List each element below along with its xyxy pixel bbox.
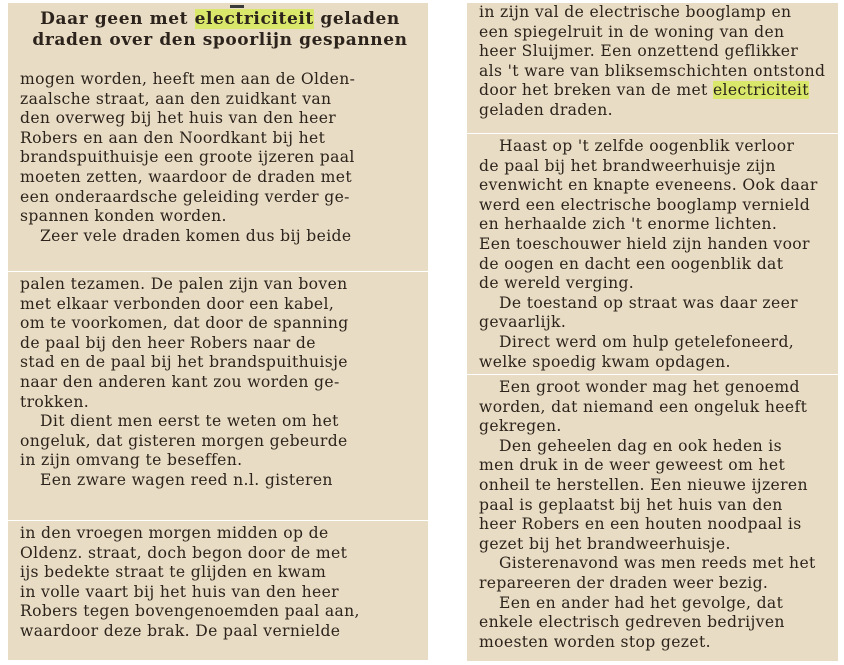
article-line: Oldenz. straat, doch begon door de met — [20, 543, 348, 562]
headline-clipping — [8, 3, 428, 67]
article-line: gekregen. — [479, 417, 562, 436]
article-line: gevaarlijk. — [479, 313, 567, 332]
article-line: De toestand op straat was daar zeer — [499, 293, 798, 312]
article-line: Een groot wonder mag het genoemd — [499, 378, 800, 396]
article-line: ijs bedekte straat te glijden en kwam — [20, 563, 327, 582]
article-line: Robers en aan den Noordkant bij het — [20, 128, 326, 147]
highlighted-term: electriciteit — [194, 9, 314, 29]
article-line: de paal bij den heer Robers naar de — [20, 333, 316, 352]
article-line: een onderaardsche geleiding verder ge- — [20, 187, 350, 206]
article-line: de oogen en dacht een oogenblik dat — [479, 254, 784, 273]
article-line: moesten worden stop gezet. — [479, 632, 711, 651]
article-line: evenwicht en knapte eveneens. Ook daar — [479, 176, 818, 195]
article-line: gezet bij het brandweerhuisje. — [479, 534, 731, 553]
article-line: moeten zetten, waardoor de draden met — [20, 167, 352, 186]
article-line: met elkaar verbonden door een kabel, — [20, 294, 335, 313]
article-line: naar den anderen kant zou worden ge- — [20, 372, 340, 391]
highlighted-term: electriciteit — [712, 81, 809, 100]
article-line: worden, dat niemand een ongeluk heeft — [479, 397, 808, 416]
article-line: de wereld verging. — [479, 274, 635, 293]
article-line: welke spoedig kwam opdagen. — [479, 352, 731, 371]
article-line: Dit dient men eerst te weten om het — [40, 412, 339, 431]
article-line: Gisterenavond was men reeds met het — [499, 554, 816, 573]
article-line: stad en de paal bij het brandspuithuisje — [20, 353, 348, 372]
article-line: Een en ander had het gevolge, dat — [499, 593, 784, 612]
article-line: Robers tegen bovengenoemden paal aan, — [20, 602, 360, 621]
article-line: trokken. — [20, 392, 90, 411]
article-line: Een toeschouwer hield zijn handen voor — [479, 234, 810, 253]
article-line: Haast op 't zelfde oogenblik verloor — [499, 137, 795, 155]
article-line: onheil te herstellen. Een nieuwe ijzeren — [479, 475, 808, 494]
article-line: in zijn val de electrische booglamp en — [479, 3, 792, 21]
article-line: repareeren der draden weer bezig. — [479, 573, 769, 592]
article-line: palen tezamen. De palen zijn van boven — [20, 275, 348, 293]
article-line: Zeer vele draden komen dus bij beide — [40, 226, 352, 245]
right-clipping-3 — [467, 375, 838, 661]
article-line: door het breken van de met electriciteit — [479, 81, 809, 100]
article-line: als 't ware van bliksemschichten ontstond — [479, 61, 826, 80]
article-line: heer Sluijmer. Een onzettend geflikker — [479, 42, 799, 61]
article-line: Den geheelen dag en ook heden is — [499, 436, 782, 455]
article-line: spannen konden worden. — [20, 207, 227, 226]
article-line: de paal bij het brandweerhuisje zijn — [479, 156, 776, 175]
left-clipping-1 — [8, 67, 428, 271]
article-line: mogen worden, heeft men aan de Olden- — [20, 70, 356, 88]
article-line: geladen draden. — [479, 100, 613, 119]
article-line: men druk in de weer geweest om het — [479, 456, 786, 475]
article-line: heer Robers en een houten noodpaal is — [479, 515, 802, 534]
article-line: brandspuithuisje een groote ijzeren paal — [20, 148, 355, 167]
left-clipping-3 — [8, 521, 428, 660]
article-line: in den vroegen morgen midden op de — [20, 524, 329, 542]
right-clipping-2 — [467, 134, 838, 374]
article-line: den overweg bij het huis van den heer — [20, 109, 337, 128]
article-line: een spiegelruit in de woning van den — [479, 22, 785, 41]
article-line: in zijn omvang te beseffen. — [20, 451, 243, 470]
article-line: werd een electrische booglamp vernield — [479, 195, 811, 214]
article-line: waardoor deze brak. De paal vernielde — [20, 621, 341, 640]
article-line: enkele electrisch gedreven bedrijven — [479, 613, 785, 632]
article-line: paal is geplaatst bij het huis van den — [479, 495, 783, 514]
article-line: ongeluk, dat gisteren morgen gebeurde — [20, 431, 348, 450]
left-clipping-2 — [8, 272, 428, 520]
right-clipping-1 — [467, 3, 838, 133]
headline-line-1: Daar geen met electriciteit geladen — [40, 9, 400, 29]
article-line: Een zware wagen reed n.l. gisteren — [40, 470, 333, 489]
headline-line-2: draden over den spoorlijn gespannen — [32, 30, 408, 50]
article-line: Direct werd om hulp getelefoneerd, — [499, 332, 795, 351]
headline-rule — [230, 5, 244, 8]
article-line: in volle vaart bij het huis van den heer — [20, 582, 339, 601]
article-line: zaalsche straat, aan den zuidkant van — [20, 89, 332, 108]
article-line: om te voorkomen, dat door de spanning — [20, 314, 349, 333]
article-line: en herhaalde zich 't enorme lichten. — [479, 215, 778, 234]
